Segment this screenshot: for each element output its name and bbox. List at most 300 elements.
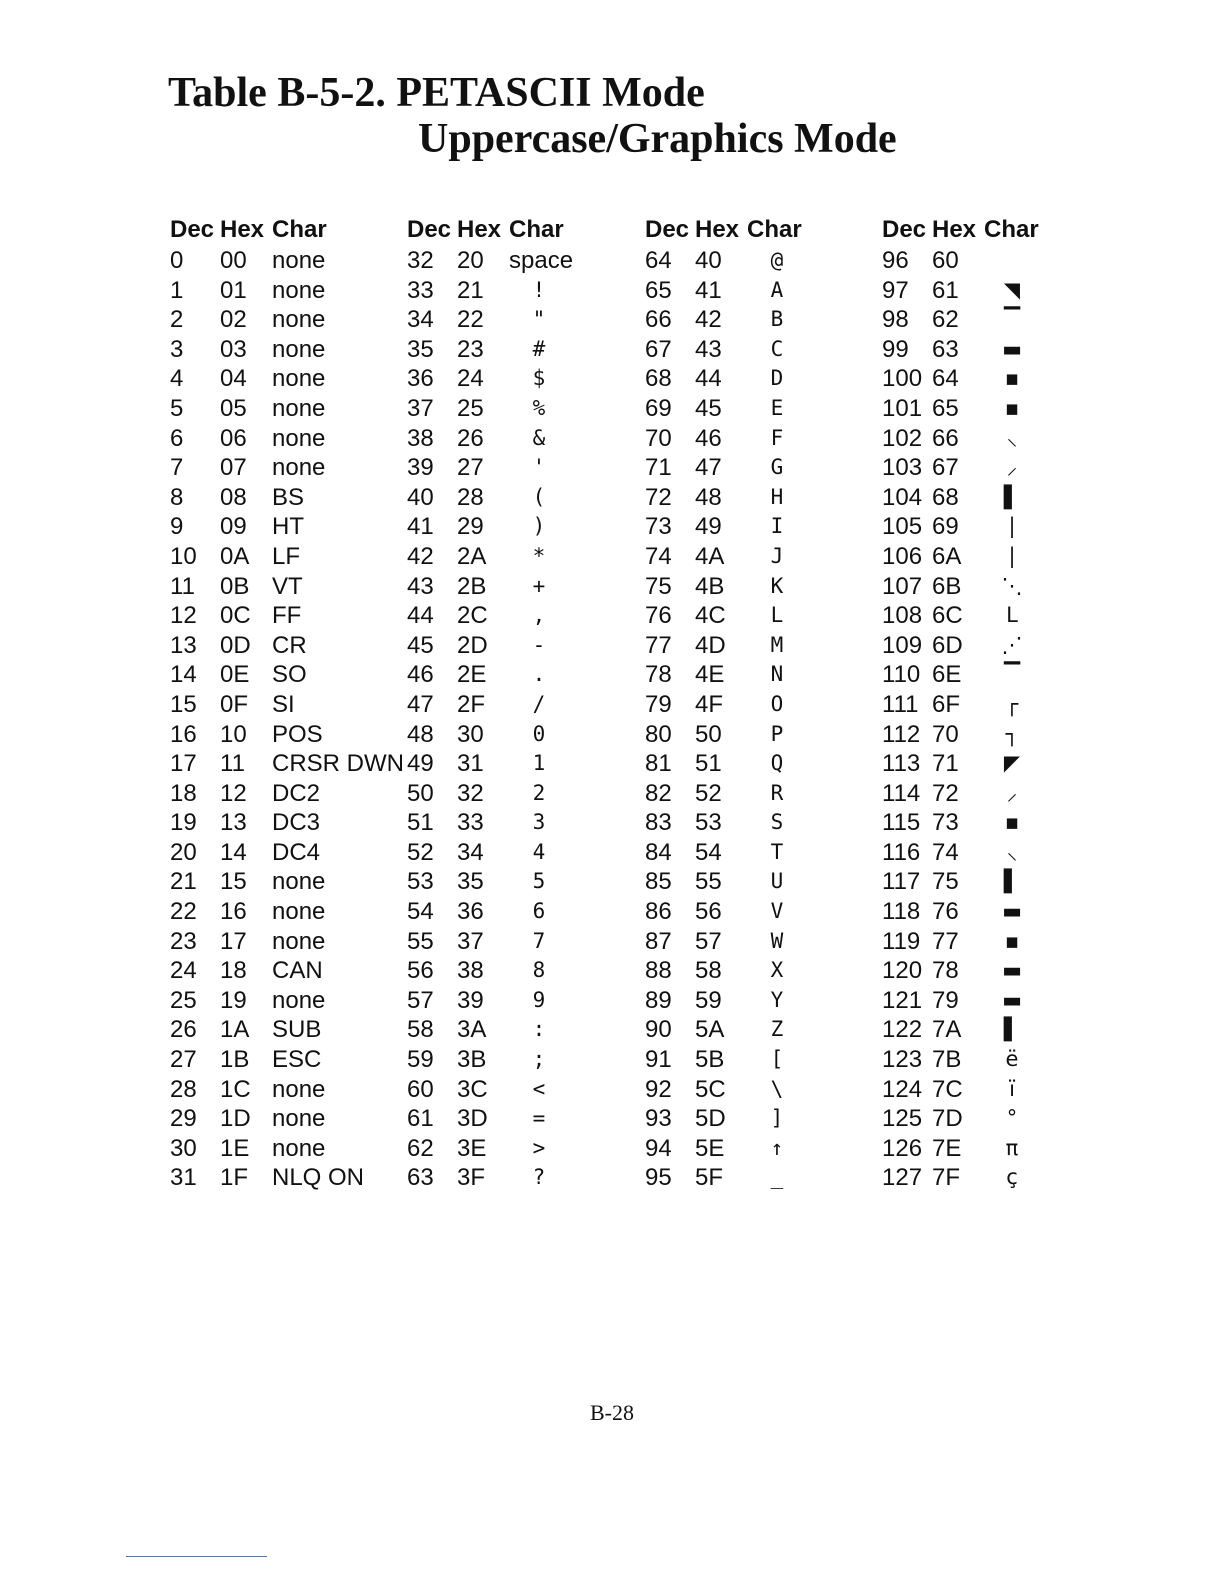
hex-value: 0F (220, 690, 249, 718)
table-row (643, 927, 879, 957)
char-value: W (770, 928, 784, 953)
dec-value: 8 (170, 483, 184, 511)
dec-value: 24 (170, 957, 197, 985)
table-row (643, 1045, 879, 1075)
table-row (880, 335, 1116, 365)
hex-value: 79 (932, 986, 959, 1014)
table-row (405, 276, 641, 306)
hex-value: 09 (220, 513, 247, 541)
table-row (168, 927, 404, 957)
table-row (405, 601, 641, 631)
dec-value: 23 (170, 927, 197, 955)
dec-value: 47 (407, 690, 434, 718)
table-row (880, 1104, 1116, 1134)
hex-value: 59 (695, 986, 722, 1014)
dec-value: 125 (882, 1105, 923, 1133)
dec-value: 5 (170, 394, 184, 422)
table-row (168, 986, 404, 1016)
hex-value: 65 (932, 394, 959, 422)
char-value: 3 (532, 810, 546, 835)
hex-value: 38 (457, 957, 484, 985)
hex-value: 6E (932, 661, 962, 689)
dec-value: 44 (407, 602, 434, 630)
dec-value: 12 (170, 602, 197, 630)
dec-value: 107 (882, 572, 923, 600)
dec-value: 7 (170, 454, 184, 482)
hex-value: 06 (220, 424, 247, 452)
char-value: ; (532, 1047, 546, 1072)
table-row (880, 305, 1116, 335)
char-value: 0 (532, 721, 546, 746)
dec-value: 46 (407, 661, 434, 689)
dec-value: 121 (882, 986, 923, 1014)
table-row (405, 1075, 641, 1105)
char-value: 8 (532, 958, 546, 983)
hex-value: 10 (220, 720, 247, 748)
dec-value: 84 (645, 838, 672, 866)
dec-value: 35 (407, 335, 434, 363)
dec-value: 17 (170, 750, 197, 778)
dec-value: 62 (407, 1134, 434, 1162)
char-value: , (532, 603, 546, 628)
hex-value: 03 (220, 335, 247, 363)
hex-value: 01 (220, 276, 247, 304)
hex-value: 1A (220, 1016, 250, 1044)
table-row (168, 808, 404, 838)
dec-value: 15 (170, 690, 197, 718)
dec-value: 102 (882, 424, 923, 452)
table-row (405, 956, 641, 986)
dec-value: 68 (645, 365, 672, 393)
table-row (405, 1104, 641, 1134)
char-value: ▌ (1003, 1017, 1021, 1042)
table-row (643, 1015, 879, 1045)
table-row (168, 1045, 404, 1075)
hex-value: 21 (457, 276, 484, 304)
dec-value: 114 (882, 779, 921, 807)
dec-value: 48 (407, 720, 434, 748)
hex-value: 50 (695, 720, 722, 748)
dec-value: 3 (170, 335, 184, 363)
table-row (168, 483, 404, 513)
char-value: none (272, 335, 326, 363)
hex-value: 0C (220, 602, 251, 630)
dec-value: 64 (645, 247, 672, 274)
header-dec: Dec (170, 216, 215, 243)
dec-value: 18 (170, 779, 197, 807)
hex-value: 46 (695, 424, 722, 452)
dec-value: 103 (882, 454, 923, 482)
hex-value: 53 (695, 809, 722, 837)
char-value: P (770, 721, 784, 746)
header-dec: Dec (882, 216, 927, 243)
char-value: % (532, 395, 546, 420)
hex-value: 2E (457, 661, 487, 689)
char-value: 1 (532, 751, 546, 776)
table-row (168, 276, 404, 306)
dec-value: 16 (170, 720, 197, 748)
table-row (405, 1163, 641, 1193)
char-value: CAN (272, 957, 323, 985)
char-value: 7 (532, 928, 546, 953)
table-row (643, 572, 879, 602)
table-row (168, 720, 404, 750)
table-row (168, 631, 404, 661)
hex-value: 70 (932, 720, 959, 748)
table-row (643, 720, 879, 750)
table-row (405, 394, 641, 424)
table-row (643, 749, 879, 779)
table-row (405, 453, 641, 483)
hex-value: 5F (695, 1164, 724, 1192)
dec-value: 31 (170, 1164, 197, 1192)
table-row (168, 453, 404, 483)
hex-value: 15 (220, 868, 247, 896)
column-header (168, 214, 404, 246)
char-value: 2 (532, 780, 546, 805)
table-title-line2: Uppercase/Graphics Mode (418, 116, 897, 162)
table-row (643, 483, 879, 513)
dec-value: 33 (407, 276, 434, 304)
dec-value: 66 (645, 306, 672, 334)
char-value: $ (532, 366, 546, 391)
dec-value: 122 (882, 1016, 923, 1044)
dec-value: 72 (645, 483, 672, 511)
dec-value: 71 (645, 454, 672, 482)
table-row (643, 364, 879, 394)
table-row (880, 808, 1116, 838)
dec-value: 100 (882, 365, 923, 393)
hex-value: 22 (457, 306, 484, 334)
table-row (643, 779, 879, 809)
char-value: DC3 (272, 809, 321, 837)
dec-value: 67 (645, 335, 672, 363)
table-row (880, 631, 1116, 661)
char-value: Q (770, 751, 784, 776)
hex-value: 52 (695, 779, 722, 807)
table-row (405, 1045, 641, 1075)
char-value: ▌ (1003, 869, 1021, 894)
header-char: Char (747, 216, 802, 243)
dec-value: 123 (882, 1046, 923, 1074)
hex-value: 13 (220, 809, 247, 837)
hex-value: 7C (932, 1075, 963, 1103)
dec-value: 65 (645, 276, 672, 304)
hex-value: 07 (220, 454, 247, 482)
hex-value: 3A (457, 1016, 487, 1044)
hex-value: 37 (457, 927, 484, 955)
dec-value: 34 (407, 306, 434, 334)
table-row (168, 246, 404, 276)
hex-value: 4D (695, 631, 726, 659)
table-row (168, 956, 404, 986)
table-row (880, 897, 1116, 927)
char-value: ? (532, 1165, 546, 1190)
dec-value: 51 (407, 809, 434, 837)
dec-value: 22 (170, 898, 197, 926)
dec-value: 11 (170, 572, 195, 600)
code-column-3 (643, 214, 879, 1193)
header-dec: Dec (407, 216, 452, 243)
dec-value: 26 (170, 1016, 197, 1044)
dec-value: 19 (170, 809, 197, 837)
dec-value: 30 (170, 1134, 197, 1162)
char-value: L (1006, 603, 1018, 628)
hex-value: 61 (932, 276, 959, 304)
char-value: ⋰ (1001, 632, 1023, 657)
hex-value: 47 (695, 454, 722, 482)
char-value: ⸝ (1006, 780, 1018, 805)
char-value: R (770, 780, 784, 805)
table-row (168, 779, 404, 809)
table-row (168, 512, 404, 542)
hex-value: 60 (932, 247, 959, 274)
hex-value: 40 (695, 247, 722, 274)
hex-value: 67 (932, 454, 959, 482)
char-value: * (532, 543, 546, 568)
char-value: < (532, 1076, 546, 1101)
dec-value: 116 (882, 838, 921, 866)
char-value: & (532, 425, 546, 450)
char-value: " (532, 307, 546, 332)
dec-value: 80 (645, 720, 672, 748)
dec-value: 77 (645, 631, 672, 659)
hex-value: 7B (932, 1046, 962, 1074)
hex-value: 54 (695, 838, 722, 866)
char-value: π (1005, 1135, 1019, 1160)
hex-value: 62 (932, 306, 959, 334)
char-value: 6 (532, 899, 546, 924)
hex-value: 43 (695, 335, 722, 363)
char-value: ⸜ (1006, 425, 1018, 450)
char-value: VT (272, 572, 303, 600)
table-row (405, 690, 641, 720)
header-char: Char (984, 216, 1039, 243)
table-row (168, 897, 404, 927)
hex-value: 34 (457, 838, 484, 866)
hex-value: 2F (457, 690, 486, 718)
hex-value: 24 (457, 365, 484, 393)
char-value: A (770, 277, 784, 302)
char-value: ▪ (1004, 366, 1020, 391)
dec-value: 95 (645, 1164, 672, 1192)
dec-value: 127 (882, 1164, 923, 1192)
dec-value: 115 (882, 809, 921, 837)
table-row (168, 1134, 404, 1164)
char-value: ⸜ (1006, 839, 1018, 864)
dec-value: 36 (407, 365, 434, 393)
dec-value: 105 (882, 513, 923, 541)
table-row (405, 779, 641, 809)
table-row (168, 1104, 404, 1134)
table-row (880, 927, 1116, 957)
hex-value: 14 (220, 838, 247, 866)
char-value: ┌ (1005, 691, 1019, 716)
char-value: none (272, 424, 326, 452)
hex-value: 20 (457, 247, 484, 274)
hex-value: 56 (695, 898, 722, 926)
hex-value: 42 (695, 306, 722, 334)
table-row (405, 808, 641, 838)
hex-value: 18 (220, 957, 247, 985)
hex-value: 05 (220, 394, 247, 422)
char-value: # (532, 336, 546, 361)
dec-value: 10 (170, 542, 197, 570)
char-value: [ (770, 1047, 784, 1072)
dec-value: 14 (170, 661, 197, 689)
dec-value: 4 (170, 365, 184, 393)
table-row (168, 305, 404, 335)
hex-value: 3D (457, 1105, 488, 1133)
char-value: SO (272, 661, 307, 689)
table-row (643, 542, 879, 572)
table-row (405, 1134, 641, 1164)
char-value: T (770, 839, 784, 864)
char-value: SI (272, 690, 295, 718)
char-value: ◥ (1003, 277, 1021, 302)
dec-value: 6 (170, 424, 184, 452)
table-row (405, 838, 641, 868)
dec-value: 57 (407, 986, 434, 1014)
hex-value: 39 (457, 986, 484, 1014)
table-row (405, 720, 641, 750)
hex-value: 4C (695, 602, 726, 630)
table-row (168, 364, 404, 394)
hex-value: 6D (932, 631, 963, 659)
dec-value: 126 (882, 1134, 923, 1162)
char-value: ▬ (1002, 899, 1022, 924)
char-value: F (770, 425, 784, 450)
char-value: 9 (532, 987, 546, 1012)
char-value: \ (770, 1076, 784, 1101)
hex-value: 74 (932, 838, 959, 866)
hex-value: 0B (220, 572, 250, 600)
char-value: ▌ (1003, 484, 1021, 509)
char-value: H (770, 484, 784, 509)
hex-value: 0E (220, 661, 250, 689)
table-row (880, 394, 1116, 424)
hex-value: 45 (695, 394, 722, 422)
char-value: U (770, 869, 784, 894)
hex-value: 4A (695, 542, 725, 570)
char-value: ° (1006, 1106, 1018, 1131)
table-row (643, 453, 879, 483)
table-row (405, 424, 641, 454)
hex-value: 0D (220, 631, 251, 659)
dec-value: 73 (645, 513, 672, 541)
dec-value: 91 (645, 1046, 672, 1074)
table-row (643, 956, 879, 986)
hex-value: 5D (695, 1105, 726, 1133)
char-value: POS (272, 720, 323, 748)
table-row (880, 1163, 1116, 1193)
dec-value: 120 (882, 957, 923, 985)
table-row (405, 483, 641, 513)
hex-value: 68 (932, 483, 959, 511)
dec-value: 61 (407, 1105, 434, 1133)
char-value: V (770, 899, 784, 924)
char-value: none (272, 1134, 326, 1162)
table-row (168, 1163, 404, 1193)
dec-value: 38 (407, 424, 434, 452)
table-row (168, 394, 404, 424)
char-value: G (770, 455, 784, 480)
dec-value: 85 (645, 868, 672, 896)
char-value: Z (770, 1017, 784, 1042)
table-row (405, 542, 641, 572)
hex-value: 7F (932, 1164, 961, 1192)
char-value: E (770, 395, 784, 420)
char-value: | (1008, 543, 1016, 568)
hex-value: 49 (695, 513, 722, 541)
page-number: B-28 (590, 1400, 634, 1425)
hex-value: 71 (932, 750, 959, 778)
char-value: BS (272, 483, 305, 511)
dec-value: 60 (407, 1075, 434, 1103)
hex-value: 25 (457, 394, 484, 422)
hex-value: 76 (932, 898, 959, 926)
table-row (880, 483, 1116, 513)
hex-value: 41 (695, 276, 722, 304)
hex-value: 4B (695, 572, 725, 600)
table-row (168, 1015, 404, 1045)
dec-value: 87 (645, 927, 672, 955)
dec-value: 40 (407, 483, 434, 511)
table-row (168, 749, 404, 779)
column-header (880, 214, 1116, 246)
hex-value: 23 (457, 335, 484, 363)
char-value: FF (272, 602, 302, 630)
hex-value: 08 (220, 483, 247, 511)
char-value: ▪ (1004, 928, 1020, 953)
dec-value: 69 (645, 394, 672, 422)
table-row (880, 690, 1116, 720)
dec-value: 53 (407, 868, 434, 896)
dec-value: 106 (882, 542, 923, 570)
dec-value: 109 (882, 631, 923, 659)
table-row (405, 986, 641, 1016)
hex-value: 26 (457, 424, 484, 452)
hex-value: 63 (932, 335, 959, 363)
dec-value: 43 (407, 572, 434, 600)
table-row (643, 512, 879, 542)
dec-value: 119 (882, 927, 921, 955)
dec-value: 37 (407, 394, 434, 422)
char-value: HT (272, 513, 304, 541)
table-row (405, 897, 641, 927)
header-hex: Hex (695, 216, 740, 243)
dec-value: 27 (170, 1046, 197, 1074)
table-row (643, 897, 879, 927)
dec-value: 41 (407, 513, 434, 541)
column-header (643, 214, 879, 246)
char-value: none (272, 927, 326, 955)
table-row (405, 1015, 641, 1045)
header-hex: Hex (457, 216, 502, 243)
char-value: ▬ (1002, 336, 1022, 361)
dec-value: 93 (645, 1105, 672, 1133)
char-value: D (770, 366, 784, 391)
hex-value: 0A (220, 542, 250, 570)
hex-value: 3B (457, 1046, 487, 1074)
hex-value: 4F (695, 690, 724, 718)
table-row (880, 276, 1116, 306)
char-value: > (532, 1135, 546, 1160)
table-row (643, 305, 879, 335)
table-row (168, 867, 404, 897)
char-value: @ (770, 248, 784, 272)
table-row (643, 276, 879, 306)
